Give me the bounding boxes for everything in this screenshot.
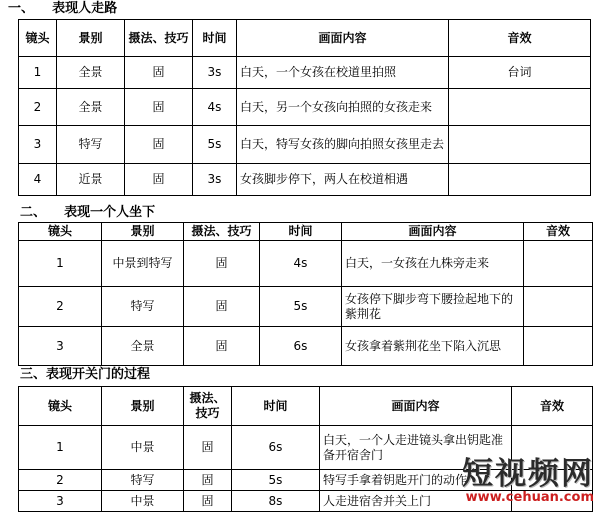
cell-technique: 固 — [125, 57, 193, 89]
cell-scale: 中景 — [102, 491, 184, 512]
cell-duration: 5s — [193, 126, 237, 164]
cell-shot: 3 — [19, 491, 102, 512]
cell-scale: 特写 — [102, 287, 184, 327]
cell-technique: 固 — [184, 470, 232, 491]
table-row — [19, 57, 591, 89]
cell-content: 白天，另一个女孩向拍照的女孩走来 — [237, 89, 449, 126]
cell-technique: 固 — [184, 287, 260, 327]
cell-shot: 2 — [19, 287, 102, 327]
cell-shot: 3 — [19, 126, 57, 164]
header-duration: 时间 — [193, 20, 237, 57]
header-sound: 音效 — [449, 20, 591, 57]
cell-content: 女孩拿着紫荆花坐下陷入沉思 — [342, 327, 524, 366]
cell-scale: 全景 — [102, 327, 184, 366]
cell-content: 白天，一个人走进镜头拿出钥匙准备开宿舍门 — [320, 426, 512, 470]
header-scale: 景别 — [102, 223, 184, 241]
table-row — [19, 89, 591, 126]
header-shot: 镜头 — [19, 20, 57, 57]
header-technique: 摄法、技巧 — [184, 223, 260, 241]
header-technique: 摄法、技巧 — [184, 387, 232, 426]
cell-sound — [524, 327, 593, 366]
shot-table-1 — [18, 19, 591, 196]
cell-shot: 1 — [19, 426, 102, 470]
cell-scale: 全景 — [57, 57, 125, 89]
cell-technique: 固 — [184, 426, 232, 470]
cell-scale: 特写 — [102, 470, 184, 491]
header-scale: 景别 — [57, 20, 125, 57]
section-1-title: 一、 表现人走路 — [8, 1, 118, 16]
table-row — [19, 327, 593, 366]
header-scale: 景别 — [102, 387, 184, 426]
cell-scale: 中景到特写 — [102, 241, 184, 287]
header-sound: 音效 — [524, 223, 593, 241]
header-technique: 摄法、技巧 — [125, 20, 193, 57]
cell-sound — [524, 241, 593, 287]
cell-shot: 2 — [19, 470, 102, 491]
cell-technique: 固 — [184, 327, 260, 366]
table-row — [19, 287, 593, 327]
cell-duration: 6s — [260, 327, 342, 366]
shot-table-2 — [18, 222, 593, 366]
cell-sound: 台词 — [449, 57, 591, 89]
table-row — [19, 241, 593, 287]
cell-duration: 4s — [260, 241, 342, 287]
cell-duration: 8s — [232, 491, 320, 512]
cell-technique: 固 — [184, 241, 260, 287]
cell-sound — [449, 126, 591, 164]
cell-content: 白天，特写女孩的脚向拍照女孩里走去 — [237, 126, 449, 164]
cell-duration: 3s — [193, 57, 237, 89]
cell-shot: 1 — [19, 57, 57, 89]
cell-technique: 固 — [125, 126, 193, 164]
header-content: 画面内容 — [320, 387, 512, 426]
site-watermark — [462, 457, 594, 505]
cell-shot: 3 — [19, 327, 102, 366]
header-duration: 时间 — [232, 387, 320, 426]
cell-shot: 1 — [19, 241, 102, 287]
cell-duration: 3s — [193, 164, 237, 196]
header-shot: 镜头 — [19, 387, 102, 426]
cell-duration: 5s — [232, 470, 320, 491]
header-content: 画面内容 — [342, 223, 524, 241]
table-row — [19, 164, 591, 196]
cell-duration: 5s — [260, 287, 342, 327]
table-header-row — [19, 387, 593, 426]
cell-content: 女孩停下脚步弯下腰捡起地下的紫荆花 — [342, 287, 524, 327]
table-row — [19, 126, 591, 164]
section-2-title: 二、 表现一个人坐下 — [20, 205, 156, 220]
header-content: 画面内容 — [237, 20, 449, 57]
cell-technique: 固 — [125, 89, 193, 126]
header-shot: 镜头 — [19, 223, 102, 241]
cell-content: 女孩脚步停下，两人在校道相遇 — [237, 164, 449, 196]
cell-scale: 中景 — [102, 426, 184, 470]
cell-duration: 4s — [193, 89, 237, 126]
cell-shot: 4 — [19, 164, 57, 196]
cell-sound — [449, 164, 591, 196]
cell-content: 特写手拿着钥匙开门的动作 — [320, 470, 512, 491]
cell-sound — [524, 287, 593, 327]
cell-scale: 特写 — [57, 126, 125, 164]
cell-technique: 固 — [184, 491, 232, 512]
cell-duration: 6s — [232, 426, 320, 470]
cell-content: 人走进宿舍并关上门 — [320, 491, 512, 512]
table-header-row — [19, 20, 591, 57]
header-duration: 时间 — [260, 223, 342, 241]
watermark-logo-text: 短视频网 — [462, 456, 594, 492]
cell-scale: 全景 — [57, 89, 125, 126]
cell-technique: 固 — [125, 164, 193, 196]
section-3-title: 三、表现开关门的过程 — [20, 367, 151, 382]
cell-content: 白天，一个女孩在校道里拍照 — [237, 57, 449, 89]
header-sound: 音效 — [512, 387, 593, 426]
watermark-url: www.cehuan.com — [465, 490, 594, 505]
table-header-row — [19, 223, 593, 241]
cell-shot: 2 — [19, 89, 57, 126]
cell-scale: 近景 — [57, 164, 125, 196]
cell-sound — [449, 89, 591, 126]
cell-content: 白天，一女孩在九株旁走来 — [342, 241, 524, 287]
